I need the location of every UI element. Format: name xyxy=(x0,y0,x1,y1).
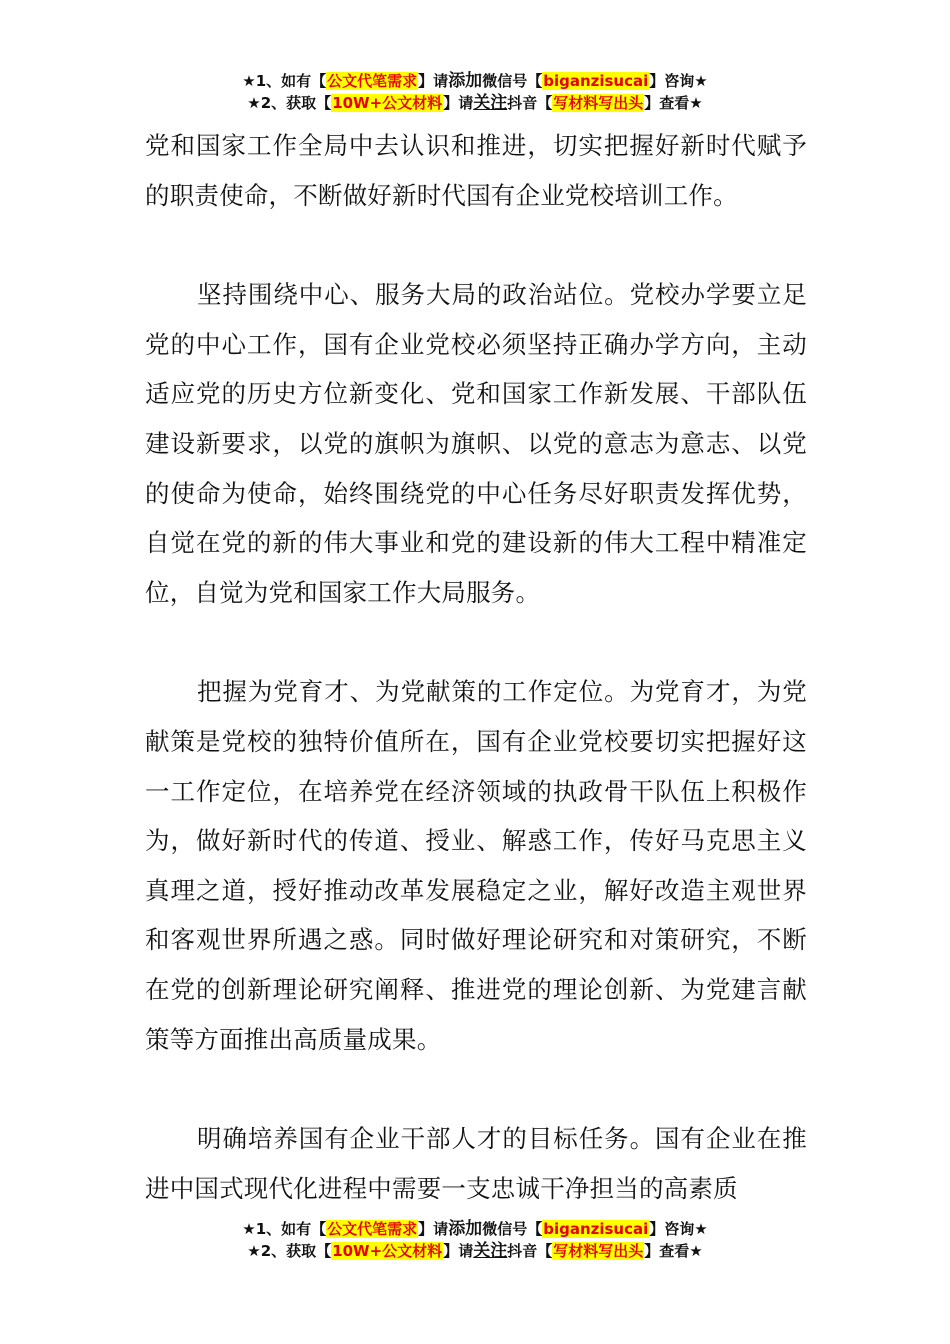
highlight-wechat-id: biganzisucai xyxy=(543,72,649,90)
highlight-service: 公文代笔需求 xyxy=(327,72,418,90)
document-body xyxy=(145,121,807,1213)
top-banner xyxy=(0,70,950,114)
banner-line-1: ★1、如有【公文代笔需求】请添加微信号【biganzisucai】咨询★ xyxy=(242,1219,708,1239)
paragraph-4: 明确培养国有企业干部人才的目标任务。国有企业在推进中国式现代化进程中需要一支忠诚干净担当的高素质 xyxy=(145,1124,807,1203)
paragraph-2: 坚持围绕中心、服务大局的政治站位。党校办学要立足党的中心工作，国有企业党校必须坚持正确办学方向，主动适应党的历史方位新变化、党和国家工作新发展、干部队伍建设新要求，以党的旗帜为旗帜、以党的意志为意志、以党的使命为使命，始终围绕党的中心任务尽好职责发挥优势，自觉在党的新的伟大事业和党的建设新的伟大工程中精准定位，自觉为党和国家工作大局服务。 xyxy=(145,280,807,607)
paragraph-3: 把握为党育才、为党献策的工作定位。为党育才，为党献策是党校的独特价值所在，国有企业党校要切实把握好这一工作定位，在培养党在经济领域的执政骨干队伍上积极作为，做好新时代的传道、授业、解惑工作，传好马克思主义真理之道，授好推动改革发展稳定之业，解好改造主观世界和客观世界所遇之惑。同时做好理论研究和对策研究，不断在党的创新理论研究阐释、推进党的理论创新、为党建言献策等方面推出高质量成果。 xyxy=(145,677,807,1054)
highlight-materials: 10W+公文材料 xyxy=(332,94,443,112)
highlight-douyin-id: 写材料写出头 xyxy=(553,94,644,112)
highlight-materials: 10W+公文材料 xyxy=(332,1242,443,1260)
banner-line-2: ★2、获取【10W+公文材料】请关注抖音【写材料写出头】查看★ xyxy=(247,1241,703,1261)
highlight-wechat-id: biganzisucai xyxy=(543,1220,649,1238)
banner-line-2: ★2、获取【10W+公文材料】请关注抖音【写材料写出头】查看★ xyxy=(247,93,703,113)
banner-line-1: ★1、如有【公文代笔需求】请添加微信号【biganzisucai】咨询★ xyxy=(242,71,708,91)
paragraph-1: 党和国家工作全局中去认识和推进，切实把握好新时代赋予的职责使命，不断做好新时代国有企业党校培训工作。 xyxy=(145,131,807,210)
highlight-service: 公文代笔需求 xyxy=(327,1220,418,1238)
bottom-banner xyxy=(0,1218,950,1262)
highlight-douyin-id: 写材料写出头 xyxy=(553,1242,644,1260)
